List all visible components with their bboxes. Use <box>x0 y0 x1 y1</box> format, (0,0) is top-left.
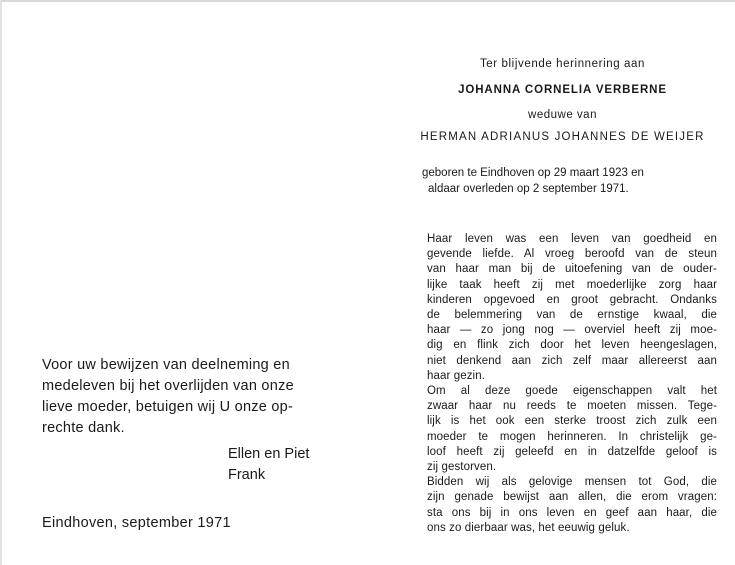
memorial-line: Bidden wij als gelovige mensen tot God, die <box>427 476 717 489</box>
thanks-line: Voor uw bewijzen van deelneming en <box>42 357 290 373</box>
born-line: geboren te Eindhoven op 29 maart 1923 en <box>422 167 644 179</box>
memorial-line: sta ons bij in ons leven en geef aan haar, die <box>427 506 717 519</box>
thanks-line: lieve moeder, betuigen wij U onze op- <box>42 399 294 415</box>
memorial-line: zijn genade bewijst aan allen, die erom vragen: <box>427 491 717 504</box>
memorial-line: van haar man bij de uitoefening van de ouder- <box>427 263 717 276</box>
memorial-line: Haar leven was een leven van goedheid en <box>427 233 717 245</box>
memorial-line: loof heeft zij geleefd en in datzelfde geloof is <box>427 445 717 458</box>
memorial-line: gevende liefde. Al vroeg beroofd van de steun <box>427 248 717 261</box>
memorial-text <box>427 232 717 536</box>
memorial-line: lijke taak heeft zij met moederlijke zorg haar <box>427 278 717 291</box>
memorial-line: dig en flink zich door het leven heengeslagen, <box>427 339 717 352</box>
memorial-line: niet denkend aan zich zelf maar allereerst aan <box>427 354 717 367</box>
thanks-message <box>42 355 342 439</box>
memorial-line: de belemmering van de ernstige kwaal, die <box>427 309 717 322</box>
thanks-line: rechte dank. <box>42 420 125 436</box>
husband-name: HERMAN ADRIANUS JOHANNES DE WEIJER <box>420 131 705 143</box>
signers <box>228 444 309 486</box>
memorial-line: haar — zo jong nog — overviel heeft zij moe- <box>427 324 717 337</box>
memorial-line: zwaar haar nu reeds te moeten missen. Tege- <box>427 400 717 413</box>
memorial-line: Om al deze goede eigenschappen valt het <box>427 385 717 398</box>
memorial-line: kinderen opgevoed en groot gebracht. Ondanks <box>427 293 717 306</box>
deceased-name: JOHANNA CORNELIA VERBERNE <box>458 84 667 96</box>
memorial-line: lijk is het ook een sterke troost zich zulk een <box>427 415 717 428</box>
signer-line: Ellen en Piet <box>228 446 310 462</box>
signer-line: Frank <box>228 467 266 483</box>
born-line: aldaar overleden op 2 september 1971. <box>428 183 629 195</box>
place-date: Eindhoven, september 1971 <box>42 515 231 531</box>
birth-death-info <box>422 165 717 197</box>
memorial-line: haar gezin. <box>427 369 485 382</box>
memorial-line: moeder te mogen herinneren. In christelijk ge- <box>427 430 717 443</box>
memorial-line: zij gestorven. <box>427 461 497 474</box>
thanks-line: medeleven bij het overlijden van onze <box>42 378 294 394</box>
intro-line: Ter blijvende herinnering aan <box>479 58 646 70</box>
memorial-line: ons zo dierbaar was, het eeuwig geluk. <box>427 521 630 534</box>
widow-of-line: weduwe van <box>528 109 597 121</box>
